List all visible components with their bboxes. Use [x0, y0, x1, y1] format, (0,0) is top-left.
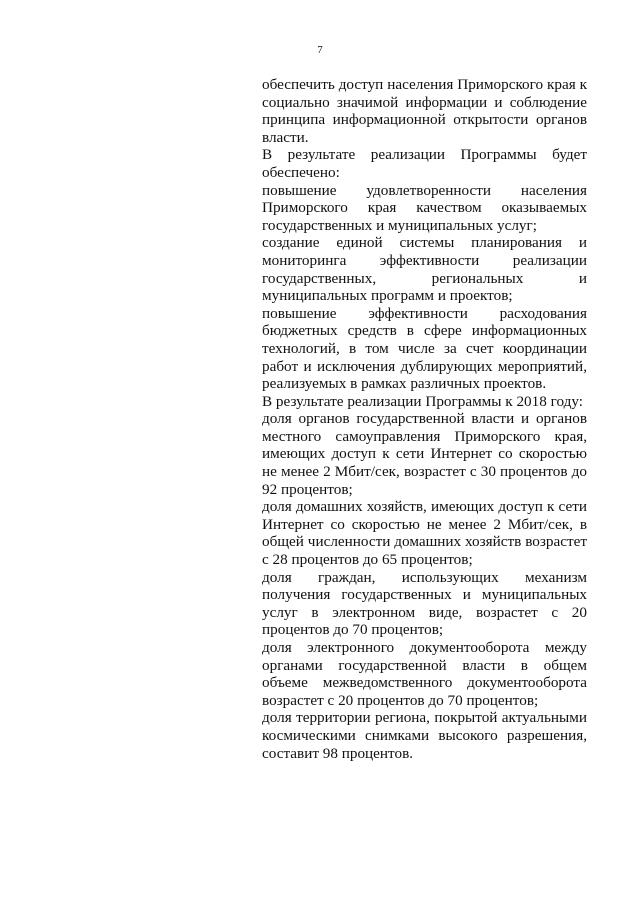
paragraph-results-2018: В результате реализации Программы к 2018 году:: [262, 392, 583, 410]
paragraph-electronic-services: доля граждан, использующих механизм получения государственных и муниципальных услуг в электронном виде, возрастет с 20 процентов до 70 процентов;: [262, 568, 587, 639]
paragraph-government-internet: доля органов государственной власти и органов местного самоуправления Приморского края, имеющих доступ к сети Интернет со скоростью не менее 2 Мбит/сек, возрастет с 30 процентов до 92 процентов;: [262, 410, 587, 498]
paragraph-budget-efficiency: повышение эффективности расходования бюджетных средств в сфере информационных технологий, в том числе за счет координации работ и исключения дублирующих мероприятий, реализуемых в рамках различных проектов.: [262, 304, 587, 393]
paragraph-planning-system: создание единой системы планирования и мониторинга эффективности реализации государственных, региональных и муниципальных программ и проектов;: [262, 234, 587, 305]
paragraph-household-internet: доля домашних хозяйств, имеющих доступ к сети Интернет со скоростью не менее 2 Мбит/сек, в общей численности домашних хозяйств возрастет с 28 процентов до 65 процентов;: [262, 498, 587, 569]
paragraph-document-flow: доля электронного документооборота между органами государственной власти в общем объеме межведомственного документооборота возрастет с 20 процентов до 70 процентов;: [262, 639, 587, 709]
paragraph-information-access: обеспечить доступ населения Приморского края к социально значимой информации и соблюдение принципа информационной открытости органов власти.: [262, 76, 587, 146]
paragraph-satisfaction: повышение удовлетворенности населения Приморского края качеством оказываемых государственных и муниципальных услуг;: [262, 181, 587, 234]
page-number: 7: [317, 44, 323, 56]
paragraph-satellite-imagery: доля территории региона, покрытой актуальными космическими снимками высокого разрешения, составит 98 процентов.: [262, 709, 587, 762]
document-body: [262, 76, 587, 762]
paragraph-results-intro: В результате реализации Программы будет обеспечено:: [262, 146, 587, 181]
